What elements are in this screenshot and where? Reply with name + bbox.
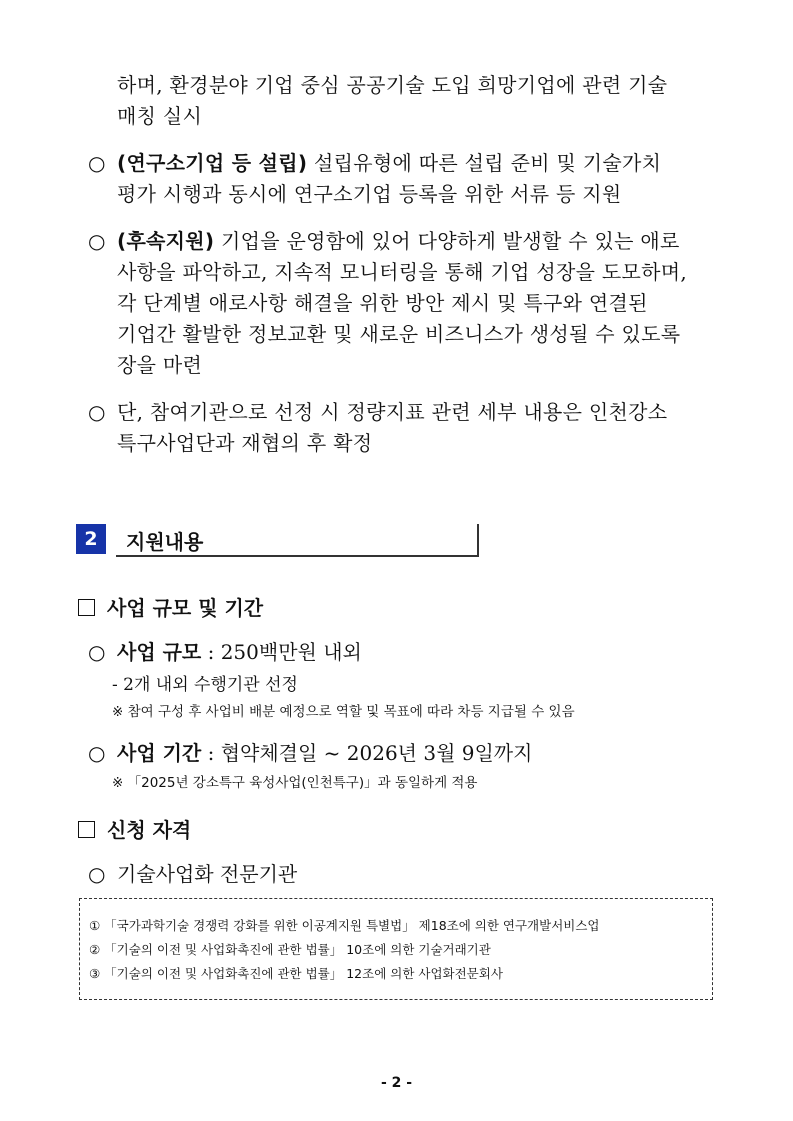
section-heading-title: 지원내용 <box>126 530 204 554</box>
item-note: ※ 참여 구성 후 사업비 배분 예정으로 역할 및 목표에 따라 차등 지급될 수 있음 <box>112 704 575 720</box>
item-project-period <box>88 737 532 766</box>
heading-side-line <box>477 524 479 557</box>
paragraph-line: 매칭 실시 <box>117 104 203 128</box>
bullet-text: 평가 시행과 동시에 연구소기업 등록을 위한 서류 등 지원 <box>117 182 622 206</box>
bullet-text: 각 단계별 애로사항 해결을 위한 방안 제시 및 특구와 연결된 <box>117 291 648 315</box>
reference-line: ① 「국가과학기술 경쟁력 강화를 위한 이공계지원 특별법」 제18조에 의한 연구개발서비스업 <box>89 918 600 933</box>
circle-bullet-icon: ○ <box>88 640 106 664</box>
bullet-text: 특구사업단과 재협의 후 확정 <box>117 431 373 455</box>
bullet-text: 단, 참여기관으로 선정 시 정량지표 관련 세부 내용은 인천강소 <box>117 400 668 424</box>
paragraph-text <box>117 70 728 132</box>
item-value: : 협약체결일 ~ 2026년 3월 9일까지 <box>201 741 533 765</box>
item-value: 기술사업화 전문기관 <box>117 862 298 886</box>
subsection-title: 사업 규모 및 기간 <box>107 596 264 620</box>
bullet-text: 사항을 파악하고, 지속적 모니터링을 통해 기업 성장을 도모하며, <box>117 260 688 284</box>
item-sub-text: - 2개 내외 수행기관 선정 <box>112 675 298 695</box>
subsection-qualification <box>78 814 191 843</box>
legal-reference-box <box>79 898 713 1000</box>
checkbox-square-icon <box>78 821 95 838</box>
bullet-text: 기업간 활발한 정보교환 및 새로운 비즈니스가 생성될 수 있도록 <box>117 322 681 346</box>
item-label: 사업 기간 <box>117 741 202 765</box>
item-project-scale <box>88 636 362 665</box>
bullet-text: 설립유형에 따른 설립 준비 및 기술가치 <box>307 151 662 175</box>
item-note: ※ 「2025년 강소특구 육성사업(인천특구)」과 동일하게 적용 <box>112 775 478 791</box>
subsection-scale-period <box>78 592 263 621</box>
circle-bullet-icon: ○ <box>88 400 106 424</box>
bullet-heading: (후속지원) <box>117 229 215 253</box>
paragraph-line: 하며, 환경분야 기업 중심 공공기술 도입 희망기업에 관련 기술 <box>117 73 668 97</box>
item-label: 사업 규모 <box>117 640 202 664</box>
heading-underline <box>116 555 479 557</box>
page-number: - 2 - <box>380 1075 413 1091</box>
subsection-title: 신청 자격 <box>107 818 192 842</box>
item-qualification <box>88 858 297 887</box>
reference-line: ③ 「기술의 이전 및 사업화촉진에 관한 법률」 12조에 의한 사업화전문회사 <box>89 966 503 981</box>
circle-bullet-icon: ○ <box>88 741 106 765</box>
checkbox-square-icon <box>78 599 95 616</box>
circle-bullet-icon: ○ <box>88 862 106 886</box>
section-number-badge: 2 <box>76 524 106 554</box>
circle-bullet-icon: ○ <box>88 229 106 253</box>
bullet-text: 기업을 운영함에 있어 다양하게 발생할 수 있는 애로 <box>214 229 680 253</box>
reference-line: ② 「기술의 이전 및 사업화촉진에 관한 법률」 10조에 의한 기술거래기관 <box>89 942 491 957</box>
item-value: : 250백만원 내외 <box>201 640 362 664</box>
section-heading <box>76 522 481 558</box>
bullet-heading: (연구소기업 등 설립) <box>117 151 308 175</box>
bullet-text: 장을 마련 <box>117 353 203 377</box>
circle-bullet-icon: ○ <box>88 151 106 175</box>
